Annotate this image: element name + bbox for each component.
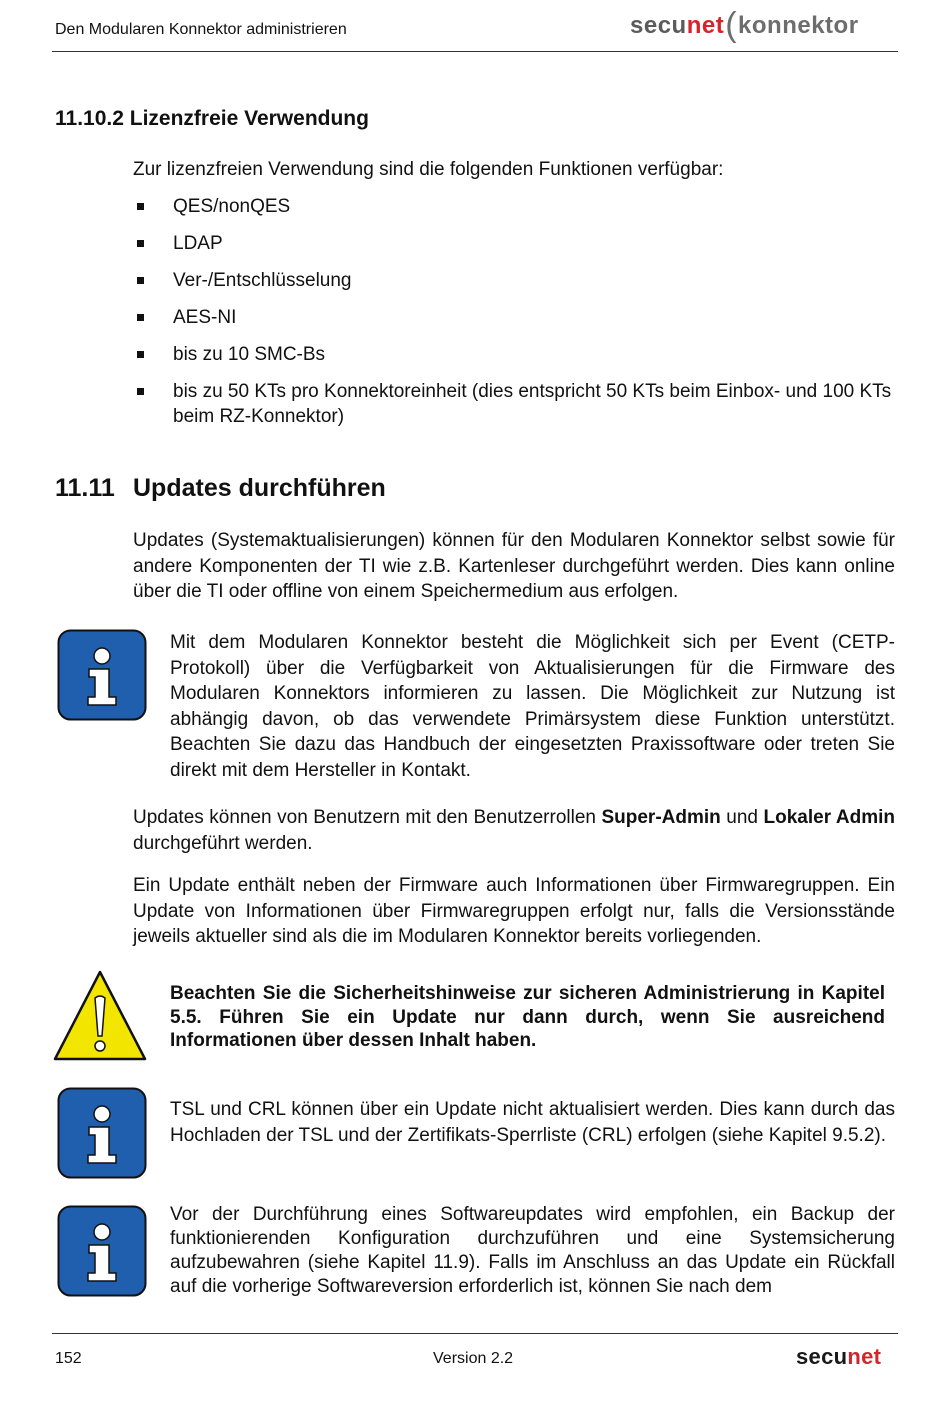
section-heading-11-10-2: 11.10.2 Lizenzfreie Verwendung <box>55 107 369 130</box>
role-lokaler-admin: Lokaler Admin <box>763 807 895 828</box>
list-item: bis zu 10 SMC-Bs <box>133 342 893 367</box>
secunet-konnektor-logo: secunet(konnektor <box>630 6 859 44</box>
header-rule <box>52 51 898 52</box>
info-icon <box>57 629 147 721</box>
list-item: QES/nonQES <box>133 194 893 219</box>
feature-list <box>133 194 893 441</box>
roles-paragraph: Updates können von Benutzern mit den Benutzerrollen Super-Admin und Lokaler Admin durchgeführt werden. <box>133 807 895 854</box>
warning-icon <box>52 968 148 1064</box>
secunet-logo: secunet <box>796 1344 882 1369</box>
role-super-admin: Super-Admin <box>601 807 721 828</box>
list-item: bis zu 50 KTs pro Konnektoreinheit (dies entspricht 50 KTs beim Einbox- und 100 KTs beim RZ-Konnektor) <box>133 379 893 429</box>
page-number: 152 <box>55 1350 82 1367</box>
section-heading-11-11: 11.11 Updates durchführen <box>55 474 386 502</box>
info-note-cetp: Mit dem Modularen Konnektor besteht die Möglichkeit sich per Event (CETP-Protokoll) über die Verfügbarkeit von Aktualisierungen für die Firmware des Modularen Konnektors informieren zu lassen. Die Möglichkeit zur Nutzung ist abhängig davon, ob das verwendete Primärsystem diese Funktion unterstützt. Beachten Sie dazu das Handbuch der eingesetzten Praxissoftware oder treten Sie direkt mit dem Hersteller in Kontakt. <box>170 632 895 781</box>
info-note-tsl-crl: TSL und CRL können über ein Update nicht aktualisiert werden. Dies kann durch das Hochladen der TSL und der Zertifikats-Sperrliste (CRL) erfolgen (siehe Kapitel 9.5.2). <box>170 1099 895 1146</box>
info-icon <box>57 1205 147 1297</box>
footer-rule <box>52 1333 898 1334</box>
warning-note: Beachten Sie die Sicherheitshinweise zur sicheren Administrierung in Kapitel 5.5. Führen Sie ein Update nur dann durch, wenn Sie ausreichend Informationen über dessen Inhalt haben. <box>170 983 885 1051</box>
intro-paragraph: Zur lizenzfreien Verwendung sind die folgenden Funktionen verfügbar: <box>133 159 724 180</box>
info-icon <box>57 1087 147 1179</box>
info-note-backup: Vor der Durchführung eines Softwareupdates wird empfohlen, ein Backup der funktionierenden Konfiguration durchzuführen und eine Systemsicherung aufzubewahren (siehe Kapitel 11.9). Falls im Anschluss an das Update ein Rückfall auf die vorherige Softwareversion erforderlich ist, können Sie nach dem <box>170 1204 895 1297</box>
version-label: Version 2.2 <box>433 1350 514 1367</box>
running-header: Den Modularen Konnektor administrieren <box>55 21 347 38</box>
list-item: AES-NI <box>133 305 893 330</box>
list-item: Ver-/Entschlüsselung <box>133 268 893 293</box>
firmware-groups-paragraph: Ein Update enthält neben der Firmware auch Informationen über Firmwaregruppen. Ein Update von Informationen über Firmwaregruppen erfolgt nur, falls die Versionsstände jeweils aktueller sind als die im Modularen Konnektor bereits vorliegenden. <box>133 875 895 947</box>
list-item: LDAP <box>133 231 893 256</box>
updates-intro-paragraph: Updates (Systemaktualisierungen) können für den Modularen Konnektor selbst sowie für andere Komponenten der TI wie z.B. Kartenleser durchgeführt werden. Dies kann online über die TI oder offline von einem Speichermedium aus erfolgen. <box>133 530 895 602</box>
